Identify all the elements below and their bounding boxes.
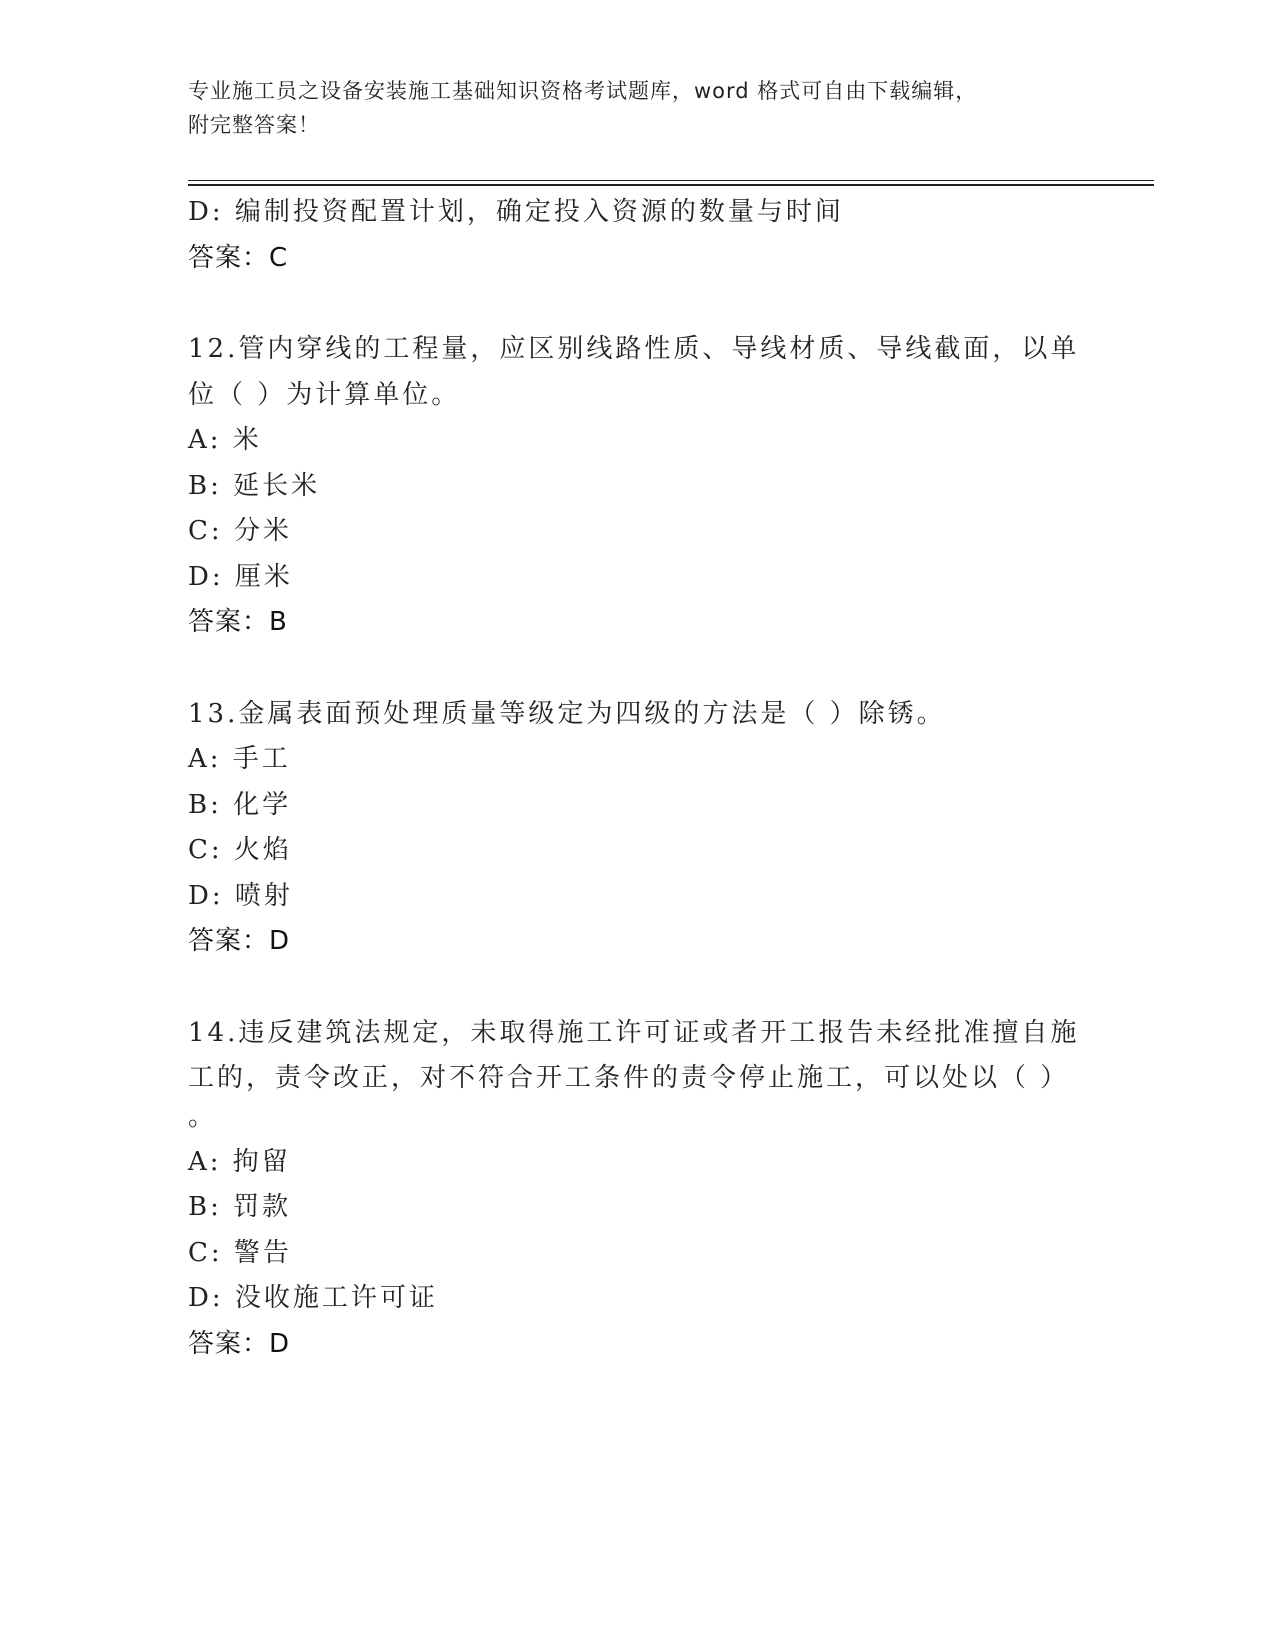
option-line: D: 喷射 xyxy=(188,880,293,911)
header-line: 附完整答案！ xyxy=(188,113,320,137)
option-line: C: 分米 xyxy=(188,516,292,546)
question-stem: 工的，责令改正，对不符合开工条件的责令停止施工，可以处以（ ） xyxy=(188,1063,1070,1093)
spacer xyxy=(188,965,1088,1011)
question-stem: 12.管内穿线的工程量，应区别线路性质、导线材质、导线截面，以单 xyxy=(188,334,1080,364)
question-block xyxy=(188,1011,1088,1368)
option-line: D: 没收施工许可证 xyxy=(188,1283,438,1313)
page-header xyxy=(188,74,1088,142)
option-line: A: 米 xyxy=(188,425,262,455)
option-line: B: 化学 xyxy=(188,789,292,820)
document-body xyxy=(188,190,1088,1367)
header-line: 专业施工员之设备安装施工基础知识资格考试题库，word 格式可自由下载编辑， xyxy=(188,79,978,103)
option-line: D: 厘米 xyxy=(188,561,293,592)
option-line: B: 罚款 xyxy=(188,1192,292,1222)
question-block xyxy=(188,692,1088,965)
answer-line: 答案：D xyxy=(188,1328,291,1359)
option-line: B: 延长米 xyxy=(188,470,321,501)
option-line: A: 拘留 xyxy=(188,1146,291,1177)
answer-line: 答案：C xyxy=(188,242,289,273)
spacer xyxy=(188,281,1088,327)
answer-line: 答案：B xyxy=(188,607,288,637)
header-rule xyxy=(188,184,1154,186)
option-line: D: 编制投资配置计划，确定投入资源的数量与时间 xyxy=(188,197,844,227)
question-block xyxy=(188,327,1088,646)
answer-line: 答案：D xyxy=(188,926,291,956)
question-stem: 位（ ）为计算单位。 xyxy=(188,379,461,410)
spacer xyxy=(188,646,1088,692)
header-rule xyxy=(188,180,1154,181)
question-stem: 13.金属表面预处理质量等级定为四级的方法是（ ）除锈。 xyxy=(188,698,946,729)
question-stem: 。 xyxy=(188,1101,218,1132)
question-stem: 14.违反建筑法规定，未取得施工许可证或者开工报告未经批准擅自施 xyxy=(188,1017,1080,1048)
option-line: C: 警告 xyxy=(188,1237,292,1268)
option-line: C: 火焰 xyxy=(188,835,292,865)
option-line: A: 手工 xyxy=(188,744,291,774)
